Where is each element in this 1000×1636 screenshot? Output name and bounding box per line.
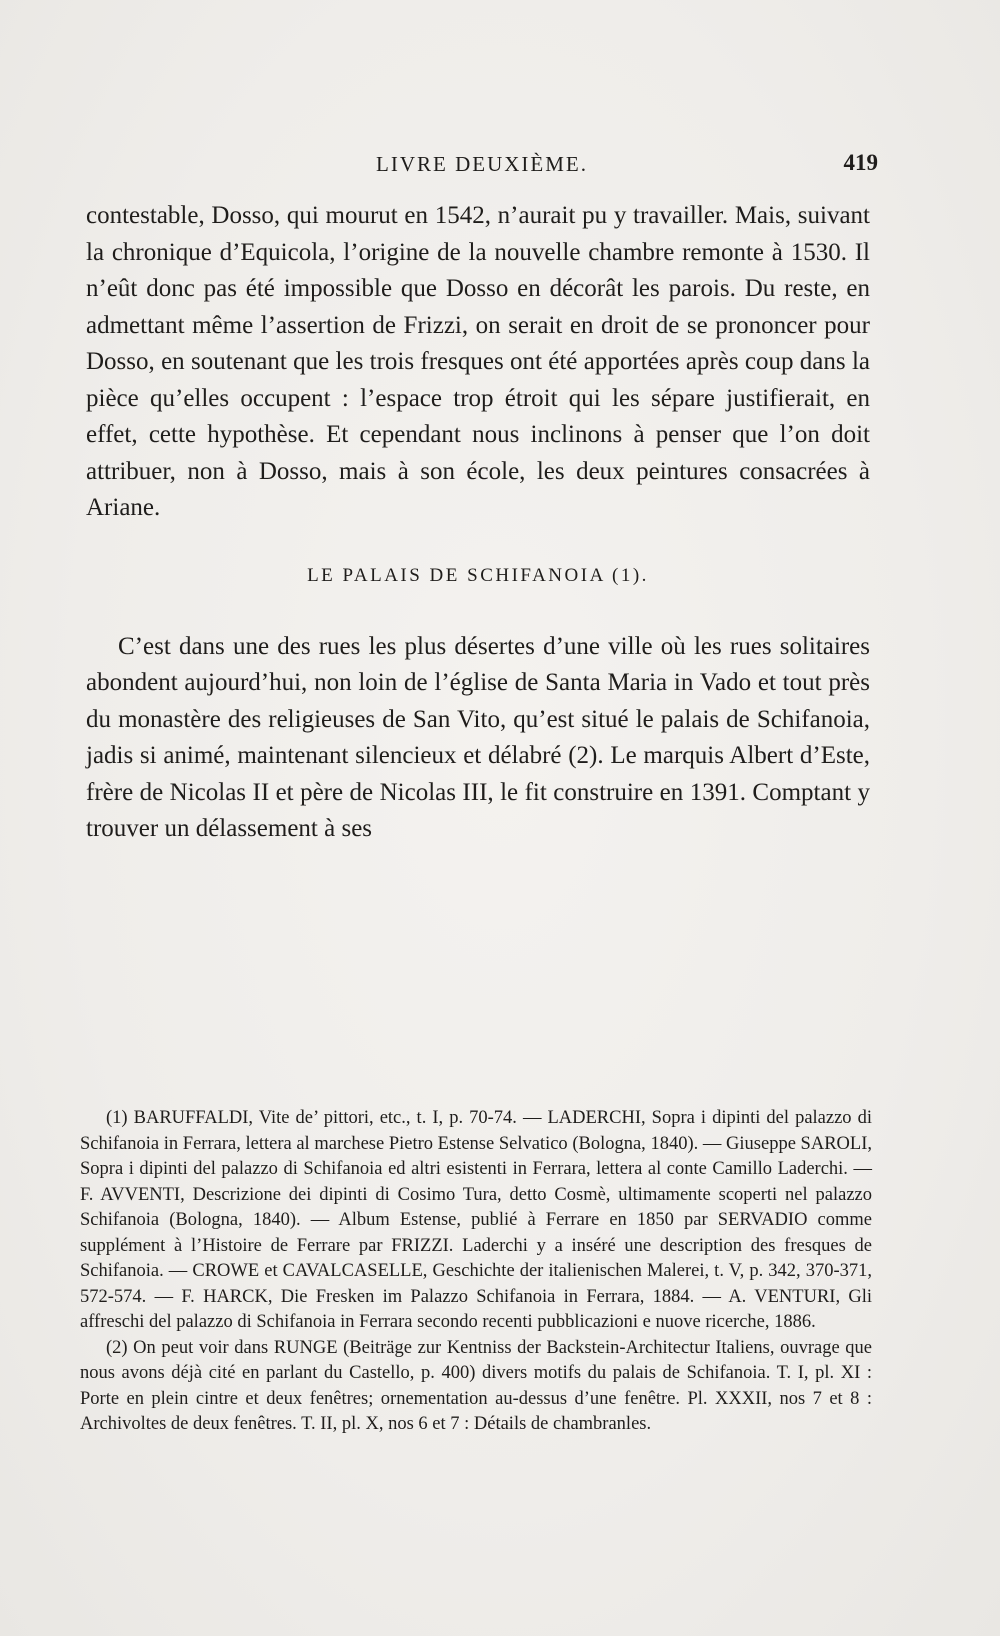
section-title: LE PALAIS DE SCHIFANOIA (1). xyxy=(307,564,649,586)
footnotes xyxy=(80,1106,872,1438)
running-head xyxy=(86,148,878,184)
paragraph-continued: contestable, Dosso, qui mourut en 1542, n’aurait pu y travailler. Mais, suivant la chronique d’Equicola, l’origine de la nouvelle chambre remonte à 1530. Il n’eût donc pas été impossible que Dosso en décorât les parois. Du reste, en admettant même l’assertion de Frizzi, on serait en droit de se prononcer pour Dosso, en soutenant que les trois fresques ont été apportées après coup dans la pièce qu’elles occupent : l’espace trop étroit qui les sépare justifierait, en effet, cette hypothèse. Et cependant nous inclinons à penser que l’on doit attribuer, non à Dosso, mais à son école, les deux peintures consacrées à Ariane. xyxy=(86,202,870,521)
page-number: 419 xyxy=(843,150,878,175)
footnote-2: (2) On peut voir dans RUNGE (Beiträge zur Kentniss der Backstein-Architectur Italiens, ouvrage que nous avons déjà cité en parlant du Castello, p. 400) divers motifs du palais de Schifanoia. T. I, pl. XI : Porte en plein cintre et deux fenêtres; ornementation au-dessus d’une fenêtre. Pl. XXXII, nos 7 et 8 : Archivoltes de deux fenêtres. T. II, pl. X, nos 6 et 7 : Détails de chambranles. xyxy=(80,1337,872,1434)
running-title: LIVRE DEUXIÈME. xyxy=(376,152,588,176)
main-text xyxy=(86,198,870,848)
footnote-1: (1) BARUFFALDI, Vite de’ pittori, etc., t. I, p. 70-74. — LADERCHI, Sopra i dipinti del palazzo di Schifanoia in Ferrara, lettera al marchese Pietro Estense Selvatico (Bologna, 1840). — Giuseppe SAROLI, Sopra i dipinti del palazzo di Schifanoia ed altri esistenti in Ferrara, lettera al conte Camillo Laderchi. — F. AVVENTI, Descrizione dei dipinti di Cosimo Tura, detto Cosmè, ultimamente scoperti nel palazzo Schifanoia (Bologna, 1840). — Album Estense, publié à Ferrare en 1850 par SERVADIO comme supplément à l’Histoire de Ferrare par FRIZZI. Laderchi y a inséré une description des fresques de Schifanoia. — CROWE et CAVALCASELLE, Geschichte der italienischen Malerei, t. V, p. 342, 370-371, 572-574. — F. HARCK, Die Fresken im Palazzo Schifanoia in Ferrara, 1884. — A. VENTURI, Gli affreschi del palazzo di Schifanoia in Ferrara secondo recenti pubblicazioni e nuove ricerche, 1886. xyxy=(80,1108,872,1332)
paragraph-schifanoia: C’est dans une des rues les plus désertes d’une ville où les rues solitaires abondent aujourd’hui, non loin de l’église de Santa Maria in Vado et tout près du monastère des religieuses de San Vito, qu’est situé le palais de Schifanoia, jadis si animé, maintenant silencieux et délabré (2). Le marquis Albert d’Este, frère de Nicolas II et père de Nicolas III, le fit construire en 1391. Comptant y trouver un délassement à ses xyxy=(86,632,870,842)
